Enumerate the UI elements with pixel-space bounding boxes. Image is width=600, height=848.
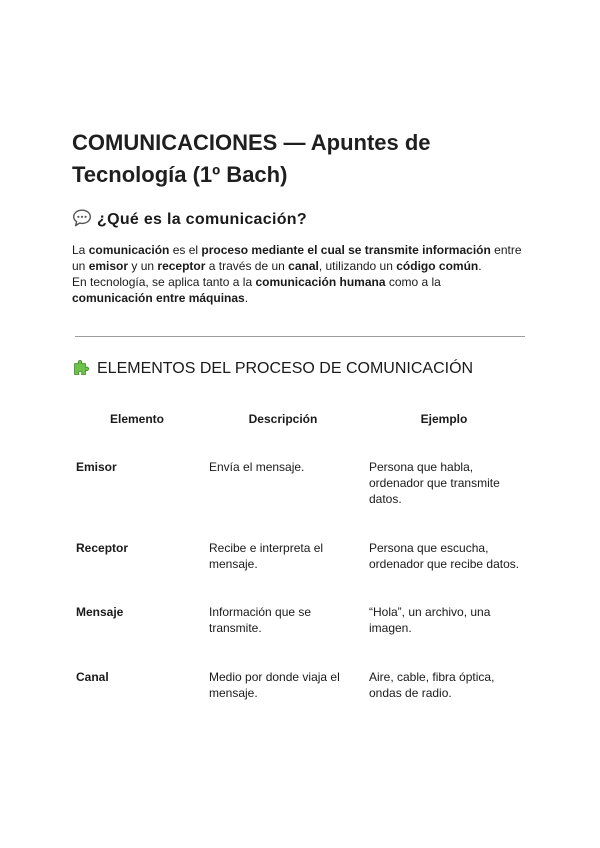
cell-element xyxy=(76,459,196,475)
text-run: entre xyxy=(490,243,522,257)
cell-element xyxy=(76,540,196,556)
cell-line: Mensaje xyxy=(76,605,124,619)
table-header-elemento: Elemento xyxy=(109,412,164,426)
cell-line: mensaje. xyxy=(209,686,258,700)
page-title: COMUNICACIONES — Apuntes de Tecnología (1º Bach) xyxy=(72,130,431,187)
cell-description xyxy=(209,540,359,572)
cell-element xyxy=(76,604,196,620)
cell-line: Receptor xyxy=(76,541,129,555)
text-run: . xyxy=(244,291,249,305)
cell-example xyxy=(369,540,529,572)
section-heading-elementos xyxy=(72,357,473,381)
paragraph-line xyxy=(72,290,532,306)
cell-line: ordenador que transmite xyxy=(369,476,500,490)
bold-text: receptor xyxy=(157,259,206,273)
cell-line: Canal xyxy=(76,670,109,684)
bold-text: canal xyxy=(288,259,319,273)
table-header-ejemplo: Ejemplo xyxy=(420,412,468,426)
cell-line: Información que se xyxy=(209,605,312,619)
bold-text: proceso mediante el cual se transmite información xyxy=(201,243,491,257)
cell-description xyxy=(209,669,359,701)
table-header-descripcion: Descripción xyxy=(248,412,318,426)
text-run: un xyxy=(72,259,89,273)
bold-text: emisor xyxy=(88,259,129,273)
puzzle-piece-icon xyxy=(72,357,92,377)
cell-line: ondas de radio. xyxy=(369,686,452,700)
text-run: y un xyxy=(128,259,158,273)
cell-line: Persona que habla, xyxy=(369,460,474,474)
horizontal-divider xyxy=(75,336,525,337)
bold-text: comunicación humana xyxy=(255,275,386,289)
cell-line: “Hola”, un archivo, una xyxy=(369,605,491,619)
section-heading-text: ELEMENTOS DEL PROCESO DE COMUNICACIÓN xyxy=(97,360,474,377)
text-run: En tecnología, se aplica tanto a la xyxy=(72,275,256,289)
bold-text: código común xyxy=(396,259,479,273)
text-run: a través de un xyxy=(205,259,289,273)
text-run: , utilizando un xyxy=(318,259,397,273)
cell-line: datos. xyxy=(369,492,402,506)
cell-example xyxy=(369,669,529,701)
cell-element xyxy=(76,669,196,685)
paragraph-line xyxy=(72,258,532,274)
intro-paragraph xyxy=(72,242,532,306)
text-run: La xyxy=(72,243,89,257)
cell-line: Envía el mensaje. xyxy=(209,460,305,474)
text-run: es el xyxy=(169,243,202,257)
bold-text: comunicación entre máquinas xyxy=(72,291,245,305)
cell-description xyxy=(209,604,359,636)
cell-line: Medio por donde viaja el xyxy=(209,670,340,684)
bold-text: comunicación xyxy=(88,243,170,257)
cell-description xyxy=(209,459,359,475)
section-heading-que-es xyxy=(72,208,307,232)
cell-line: Emisor xyxy=(76,460,117,474)
section-heading-text: ¿Qué es la comunicación? xyxy=(97,211,307,228)
cell-line: transmite. xyxy=(209,621,262,635)
cell-example xyxy=(369,604,529,636)
paragraph-line xyxy=(72,274,532,290)
paragraph-line xyxy=(72,242,532,258)
cell-line: Aire, cable, fibra óptica, xyxy=(369,670,495,684)
text-run: como a la xyxy=(385,275,441,289)
cell-line: Recibe e interpreta el xyxy=(209,541,324,555)
cell-example xyxy=(369,459,529,507)
cell-line: Persona que escucha, xyxy=(369,541,489,555)
cell-line: imagen. xyxy=(369,621,412,635)
speech-balloon-icon xyxy=(72,208,92,228)
text-run: . xyxy=(478,259,482,273)
cell-line: ordenador que recibe datos. xyxy=(369,557,520,571)
cell-line: mensaje. xyxy=(209,557,258,571)
